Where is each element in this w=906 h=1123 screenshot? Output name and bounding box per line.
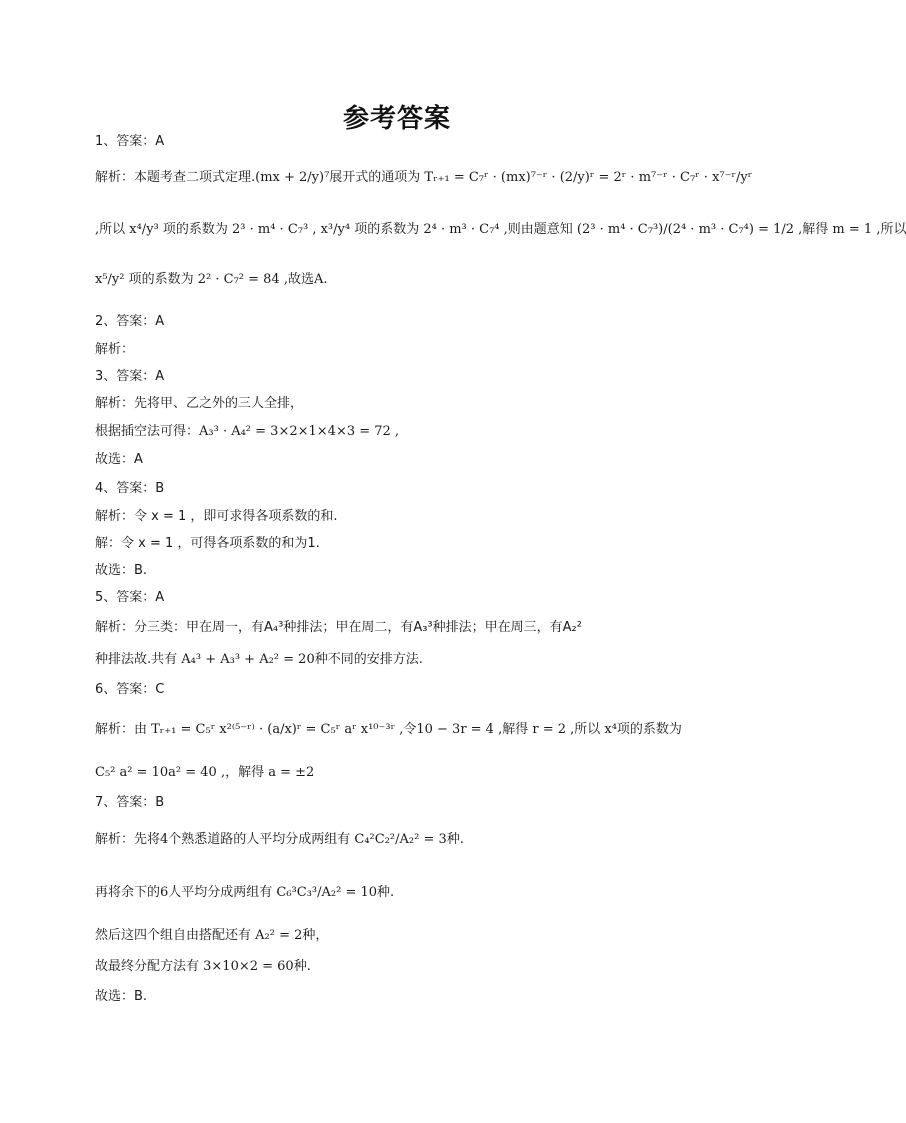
answer-7-total: 故最终分配方法有 3×10×2 = 60种. [95, 959, 311, 974]
answer-7-analysis: 解析：先将4个熟悉道路的人平均分成两组有 C₄²C₂²/A₂² = 3种. [95, 832, 464, 847]
answer-7-heading: 7、答案：B [95, 795, 165, 810]
answer-3-choice: 故选：A [95, 452, 143, 467]
answer-3-formula: 根据插空法可得：A₃³ · A₄² = 3×2×1×4×3 = 72 , [95, 424, 400, 439]
answer-1-analysis: 解析：本题考查二项式定理.(mx + 2/y)⁷展开式的通项为 Tᵣ₊₁ = C₇ʳ · (mx)⁷⁻ʳ · (2/y)ʳ = 2ʳ · m⁷⁻ʳ · C₇ʳ · x⁷⁻ʳ/yʳ [95, 170, 753, 185]
answer-4-choice: 故选：B. [95, 563, 148, 578]
answer-6-heading: 6、答案：C [95, 682, 165, 697]
page-title: 参考答案 [342, 104, 451, 134]
answer-3-heading: 3、答案：A [95, 369, 165, 384]
answer-5-heading: 5、答案：A [95, 590, 165, 605]
answer-7-choice: 故选：B. [95, 989, 148, 1004]
answer-4-heading: 4、答案：B [95, 481, 165, 496]
answer-4-analysis: 解析：令 x = 1 ，即可求得各项系数的和. [95, 509, 338, 524]
answer-1-analysis-cont: ,所以 x⁴/y³ 项的系数为 2³ · m⁴ · C₇³ , x³/y⁴ 项的系数为 2⁴ · m³ · C₇⁴ ,则由题意知 (2³ · m⁴ · C₇³)/(2⁴ · m³ · C₇⁴) = 1/2 ,解得 m = 1 ,所以 [95, 222, 906, 237]
answer-7-step-2: 再将余下的6人平均分成两组有 C₆³C₃³/A₂² = 10种. [95, 885, 395, 900]
answer-1-heading: 1、答案：A [95, 134, 165, 149]
answer-5-analysis: 解析：分三类：甲在周一，有A₄³种排法；甲在周二，有A₃³种排法；甲在周三，有A₂² [95, 620, 582, 635]
answer-6-analysis: 解析：由 Tᵣ₊₁ = C₅ʳ x²⁽⁵⁻ʳ⁾ · (a/x)ʳ = C₅ʳ aʳ x¹⁰⁻³ʳ ,令10 − 3r = 4 ,解得 r = 2 ,所以 x⁴项的系数为 [95, 722, 682, 737]
answer-4-solution: 解：令 x = 1 ，可得各项系数的和为1. [95, 536, 320, 551]
answer-2-heading: 2、答案：A [95, 314, 165, 329]
answer-1-conclusion: x⁵/y² 项的系数为 2² · C₇² = 84 ,故选A. [95, 272, 328, 287]
answer-2-analysis: 解析： [95, 342, 135, 357]
answer-6-result: C₅² a² = 10a² = 40 ,，解得 a = ±2 [95, 765, 315, 780]
answer-7-step-3: 然后这四个组自由搭配还有 A₂² = 2种， [95, 928, 329, 943]
answer-5-analysis-cont: 种排法故.共有 A₄³ + A₃³ + A₂² = 20种不同的安排方法. [95, 652, 423, 667]
answer-3-analysis: 解析：先将甲、乙之外的三人全排， [95, 396, 304, 411]
